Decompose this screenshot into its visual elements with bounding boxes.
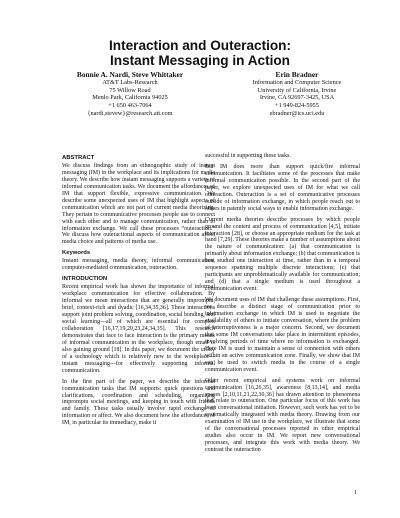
left-column bbox=[62, 153, 215, 431]
right-column bbox=[205, 153, 360, 458]
author-affiliation: AT&T Labs-Research bbox=[102, 79, 158, 86]
keywords-heading: Keywords bbox=[62, 250, 91, 257]
author-block-right bbox=[232, 70, 362, 118]
author-email: {nardi,stevew}@research.att.com bbox=[87, 109, 173, 117]
intro-paragraph-2: In the first part of the paper, we describe the informal communication tasks that IM supports: quick questions and clarifications, coordination and scheduling, organizing impromptu social meetings, and keeping in touch with friends and family. These tasks usually involve rapid exchange of information or affect. We also document how the affordances of IM, in particular its immediacy, make it bbox=[62, 378, 215, 427]
intro-paragraph-1: Recent empirical work has shown the importance of informal workplace communication for effective collaboration. By informal we mean interactions that are generally impromptu, brief, context-rich and dyadic [16,34,35,36]. These interactions support joint problem solving, coordination, social bonding, and social learning—all of which are essential for complex collaboration [16,17,19,20,23,24,34,35]. This research demonstrates that face to face interaction is the primary means of informal communication in the workplace, though email is also gaining ground [18]. In this paper, we document the utility of a technology which is relatively new to the workplace—instant messaging—for effectively supporting informal communication. bbox=[62, 284, 215, 374]
author-phone: +1 650 463-7064 bbox=[108, 102, 152, 110]
author-affiliation: Information and Computer Science bbox=[252, 79, 342, 86]
author-city: Irvine, CA 92697-3425, USA bbox=[259, 94, 335, 102]
author-city: Menlo Park, California 94025 bbox=[92, 94, 168, 102]
author-block-left bbox=[60, 70, 200, 118]
introduction-heading: INTRODUCTION bbox=[62, 276, 108, 283]
author-university: University of California, Irvine bbox=[257, 86, 337, 94]
title-line-2: Instant Messaging in Action bbox=[109, 53, 290, 68]
page-number: 1 bbox=[354, 490, 357, 496]
body-paragraph-4: We document uses of IM that challenge these assumptions. First, we describe a distinct stage of communication prior to information exchange in which IM is used to negotiate the availability of others to initiate conversation, where the problem of interruptiveness is a major concern. Second, we document that some IM conversations take place in intermittent episodes, involving periods of time where no information is exchanged. Here IM is used to maintain a sense of connection with others within an active communication zone. Finally, we show that IM can be used to switch media in the course of a single communication event. bbox=[205, 297, 360, 373]
title-line-1: Interaction and Outeraction: bbox=[108, 38, 292, 53]
body-paragraph-5: Other recent empirical and systems work on informal communication [16,26,35], awareness [8,13,14], and media spaces [2,10,11,21,22,30,36] has drawn attention to phenomena that relate to outeraction. One particular focus of this work has been conversational initiation. However, such work has yet to be systematically integrated with media theory. Drawing from our examination of IM use in the workplace, we illustrate that some of the conversational processes reported in other empirical studies also occur in IM. We report new conversational processes, and integrate this work with media theory. We contrast the outeraction bbox=[205, 377, 360, 454]
author-email: ebradner@ics.uci.edu bbox=[269, 109, 325, 117]
body-paragraph-2: But IM does more than support quick/fire informal communication. It facilitates some of the processes that make informal communication possible. In the second part of the paper, we explore unexpected uses of IM for what we call outeraction. Outeraction is a set of communicative processes outside of information exchange, in which people reach out to others in patently social ways to enable information exchange. bbox=[205, 163, 360, 212]
author-phone: +1 949-824-5955 bbox=[275, 102, 319, 110]
abstract-heading: ABSTRACT bbox=[62, 155, 95, 161]
body-paragraph-1: successful in supporting these tasks. bbox=[205, 153, 291, 159]
author-names: Bonnie A. Nardi, Steve Whittaker bbox=[76, 70, 184, 79]
abstract-text: We discuss findings from an ethnographic study of instant messaging (IM) in the workplace and its implications for media theory. We describe how instant messaging supports a variety of informal communication tasks. We document the affordances of IM that support flexible, expressive communication. We describe some unexpected uses of IM that highlight aspects of communication which are not part of current media theorizing. They pertain to communicative processes people use to connect with each other and to manage communication, rather than to information exchange. We call these processes “outeraction.” We discuss how outeractional aspects of communication affect media choice and patterns of media use. bbox=[62, 162, 215, 246]
paper-title bbox=[0, 38, 400, 68]
keywords-text: Instant messaging, media theory, informal communication, computer-mediated communication, outeraction. bbox=[62, 258, 215, 272]
author-names: Erin Bradner bbox=[275, 70, 319, 79]
body-paragraph-3: Current media theories describe processes by which people ground the content and process of communication [4,5], initiate interaction [28], or choose an appropriate medium for the task at hand [7,29]. These theories make a number of assumptions about the nature of communication: (a) that communication is primarily about information exchange; (b) that communication is best studied one interaction at time, rather than in a temporal sequence spanning multiple discrete interactions; (c) that participants are unproblematically available for communication; and (d) that a single medium is used throughout a communication event. bbox=[205, 216, 360, 293]
author-address: 75 Willow Road bbox=[109, 86, 151, 94]
